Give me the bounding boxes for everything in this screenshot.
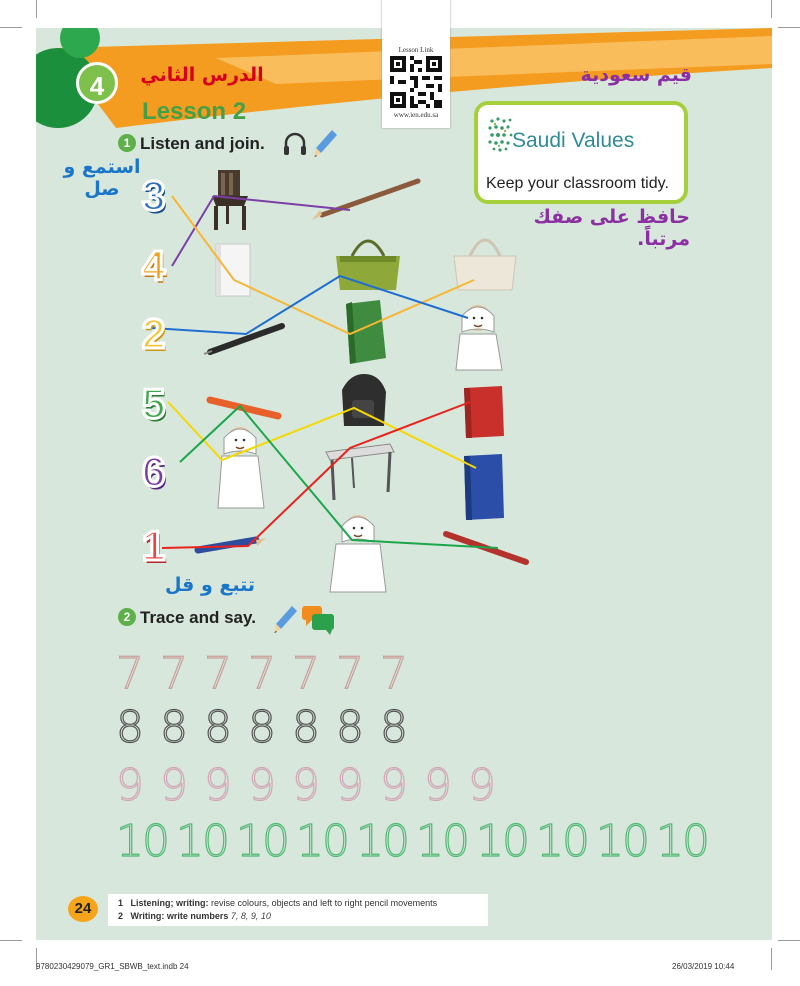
trace-digit[interactable]: 9	[468, 760, 494, 811]
trace-digit[interactable]: 7	[292, 648, 318, 699]
trace-digit[interactable]: 7	[248, 648, 274, 699]
desk-picture	[326, 444, 394, 500]
trace-digit[interactable]: 10	[596, 816, 648, 867]
trace-digit[interactable]: 10	[416, 816, 468, 867]
note-number: 1	[118, 898, 124, 908]
notebook-white-picture	[216, 244, 250, 296]
trace-digit[interactable]: 10	[656, 816, 708, 867]
number-label: 5	[142, 380, 166, 427]
trace-digit[interactable]: 8	[380, 702, 406, 753]
page-number: 24	[68, 896, 98, 922]
trace-say-arabic: تتبع و قل	[164, 574, 256, 596]
trace-digit[interactable]: 8	[160, 702, 186, 753]
note-text: 7, 8, 9, 10	[230, 911, 271, 921]
saudi-values-arabic-text: حافظ على صفك مرتباً.	[533, 206, 690, 250]
chair-picture	[212, 170, 248, 230]
lesson-link-url[interactable]: www.ien.edu.sa	[393, 111, 439, 119]
trace-digit[interactable]: 10	[536, 816, 588, 867]
trace-digit[interactable]: 8	[248, 702, 274, 753]
orange-pencil-picture	[210, 400, 278, 416]
join-line-yellow	[168, 402, 476, 468]
trace-digit[interactable]: 10	[116, 816, 168, 867]
note-number: 2	[118, 911, 124, 921]
saudi-values-arabic-heading: قيم سعودية	[580, 64, 692, 86]
listen-join-arabic: استمع و صل	[63, 156, 141, 200]
trace-digit[interactable]: 7	[336, 648, 362, 699]
boy-picture	[456, 305, 502, 370]
note-text: revise colours, objects and left to right pencil movements	[211, 898, 438, 908]
note-label: Writing: write numbers	[130, 911, 229, 921]
trace-digit[interactable]: 9	[380, 760, 406, 811]
black-pen-picture	[204, 326, 282, 354]
number-label: 4	[142, 242, 166, 289]
trace-digit[interactable]: 7	[204, 648, 230, 699]
green-bag-picture	[336, 241, 400, 290]
brown-pencil-picture	[312, 181, 418, 220]
lesson-title-arabic: الدرس الثاني	[140, 64, 264, 86]
join-line-blue	[152, 276, 468, 334]
boy-picture	[218, 427, 264, 508]
print-slug-right: 26/03/2019 10:44	[672, 962, 735, 971]
trace-digit[interactable]: 8	[116, 702, 142, 753]
pencil-icon	[272, 604, 298, 636]
trace-digit[interactable]: 10	[356, 816, 408, 867]
exercise2-heading	[118, 608, 256, 628]
white-bag-picture	[454, 240, 516, 290]
teacher-notes	[108, 894, 488, 926]
trace-digit[interactable]: 7	[160, 648, 186, 699]
trace-digit[interactable]: 10	[476, 816, 528, 867]
saudi-values-text: Keep your classroom tidy.	[486, 175, 669, 192]
trace-digit[interactable]: 9	[292, 760, 318, 811]
crop-mark	[778, 940, 800, 941]
blue-book-picture	[464, 454, 504, 520]
trace-digit[interactable]: 9	[204, 760, 230, 811]
crop-mark	[771, 948, 772, 970]
trace-digit[interactable]: 7	[116, 648, 142, 699]
trace-digit[interactable]: 8	[204, 702, 230, 753]
trace-digit[interactable]: 8	[336, 702, 362, 753]
number-label: 6	[142, 448, 166, 495]
exercise1-number: 1	[118, 134, 136, 152]
lesson-title: Lesson 2	[142, 98, 247, 125]
trace-digit[interactable]: 9	[424, 760, 450, 811]
trace-digit[interactable]: 10	[296, 816, 348, 867]
green-notebook-picture	[346, 300, 386, 364]
trace-digit[interactable]: 9	[160, 760, 186, 811]
unit-badge: 4	[76, 62, 118, 104]
crop-mark	[0, 940, 22, 941]
trace-digit[interactable]: 10	[176, 816, 228, 867]
print-slug-left: 9780230429079_GR1_SBWB_text.indb 24	[36, 962, 189, 971]
boy-picture	[330, 515, 386, 592]
number-label: 2	[142, 310, 166, 357]
black-backpack-picture	[342, 374, 386, 426]
trace-digit[interactable]: 9	[248, 760, 274, 811]
trace-digit[interactable]: 8	[292, 702, 318, 753]
speech-bubbles-icon	[300, 604, 336, 636]
saudi-values-title: Saudi Values	[512, 129, 635, 152]
trace-digit[interactable]: 10	[236, 816, 288, 867]
exercise2-title: Trace and say.	[140, 608, 256, 627]
trace-digit[interactable]: 9	[336, 760, 362, 811]
red-book-picture	[464, 386, 504, 438]
exercise2-number: 2	[118, 608, 136, 626]
number-label: 3	[142, 172, 166, 219]
lesson-link-label: Lesson Link	[398, 46, 434, 54]
number-label: 1	[142, 522, 166, 569]
note-label: Listening; writing:	[130, 898, 209, 908]
exercise1-title: Listen and join.	[140, 134, 265, 153]
tracing-area	[116, 648, 716, 882]
trace-digit[interactable]: 9	[116, 760, 142, 811]
trace-digit[interactable]: 7	[380, 648, 406, 699]
